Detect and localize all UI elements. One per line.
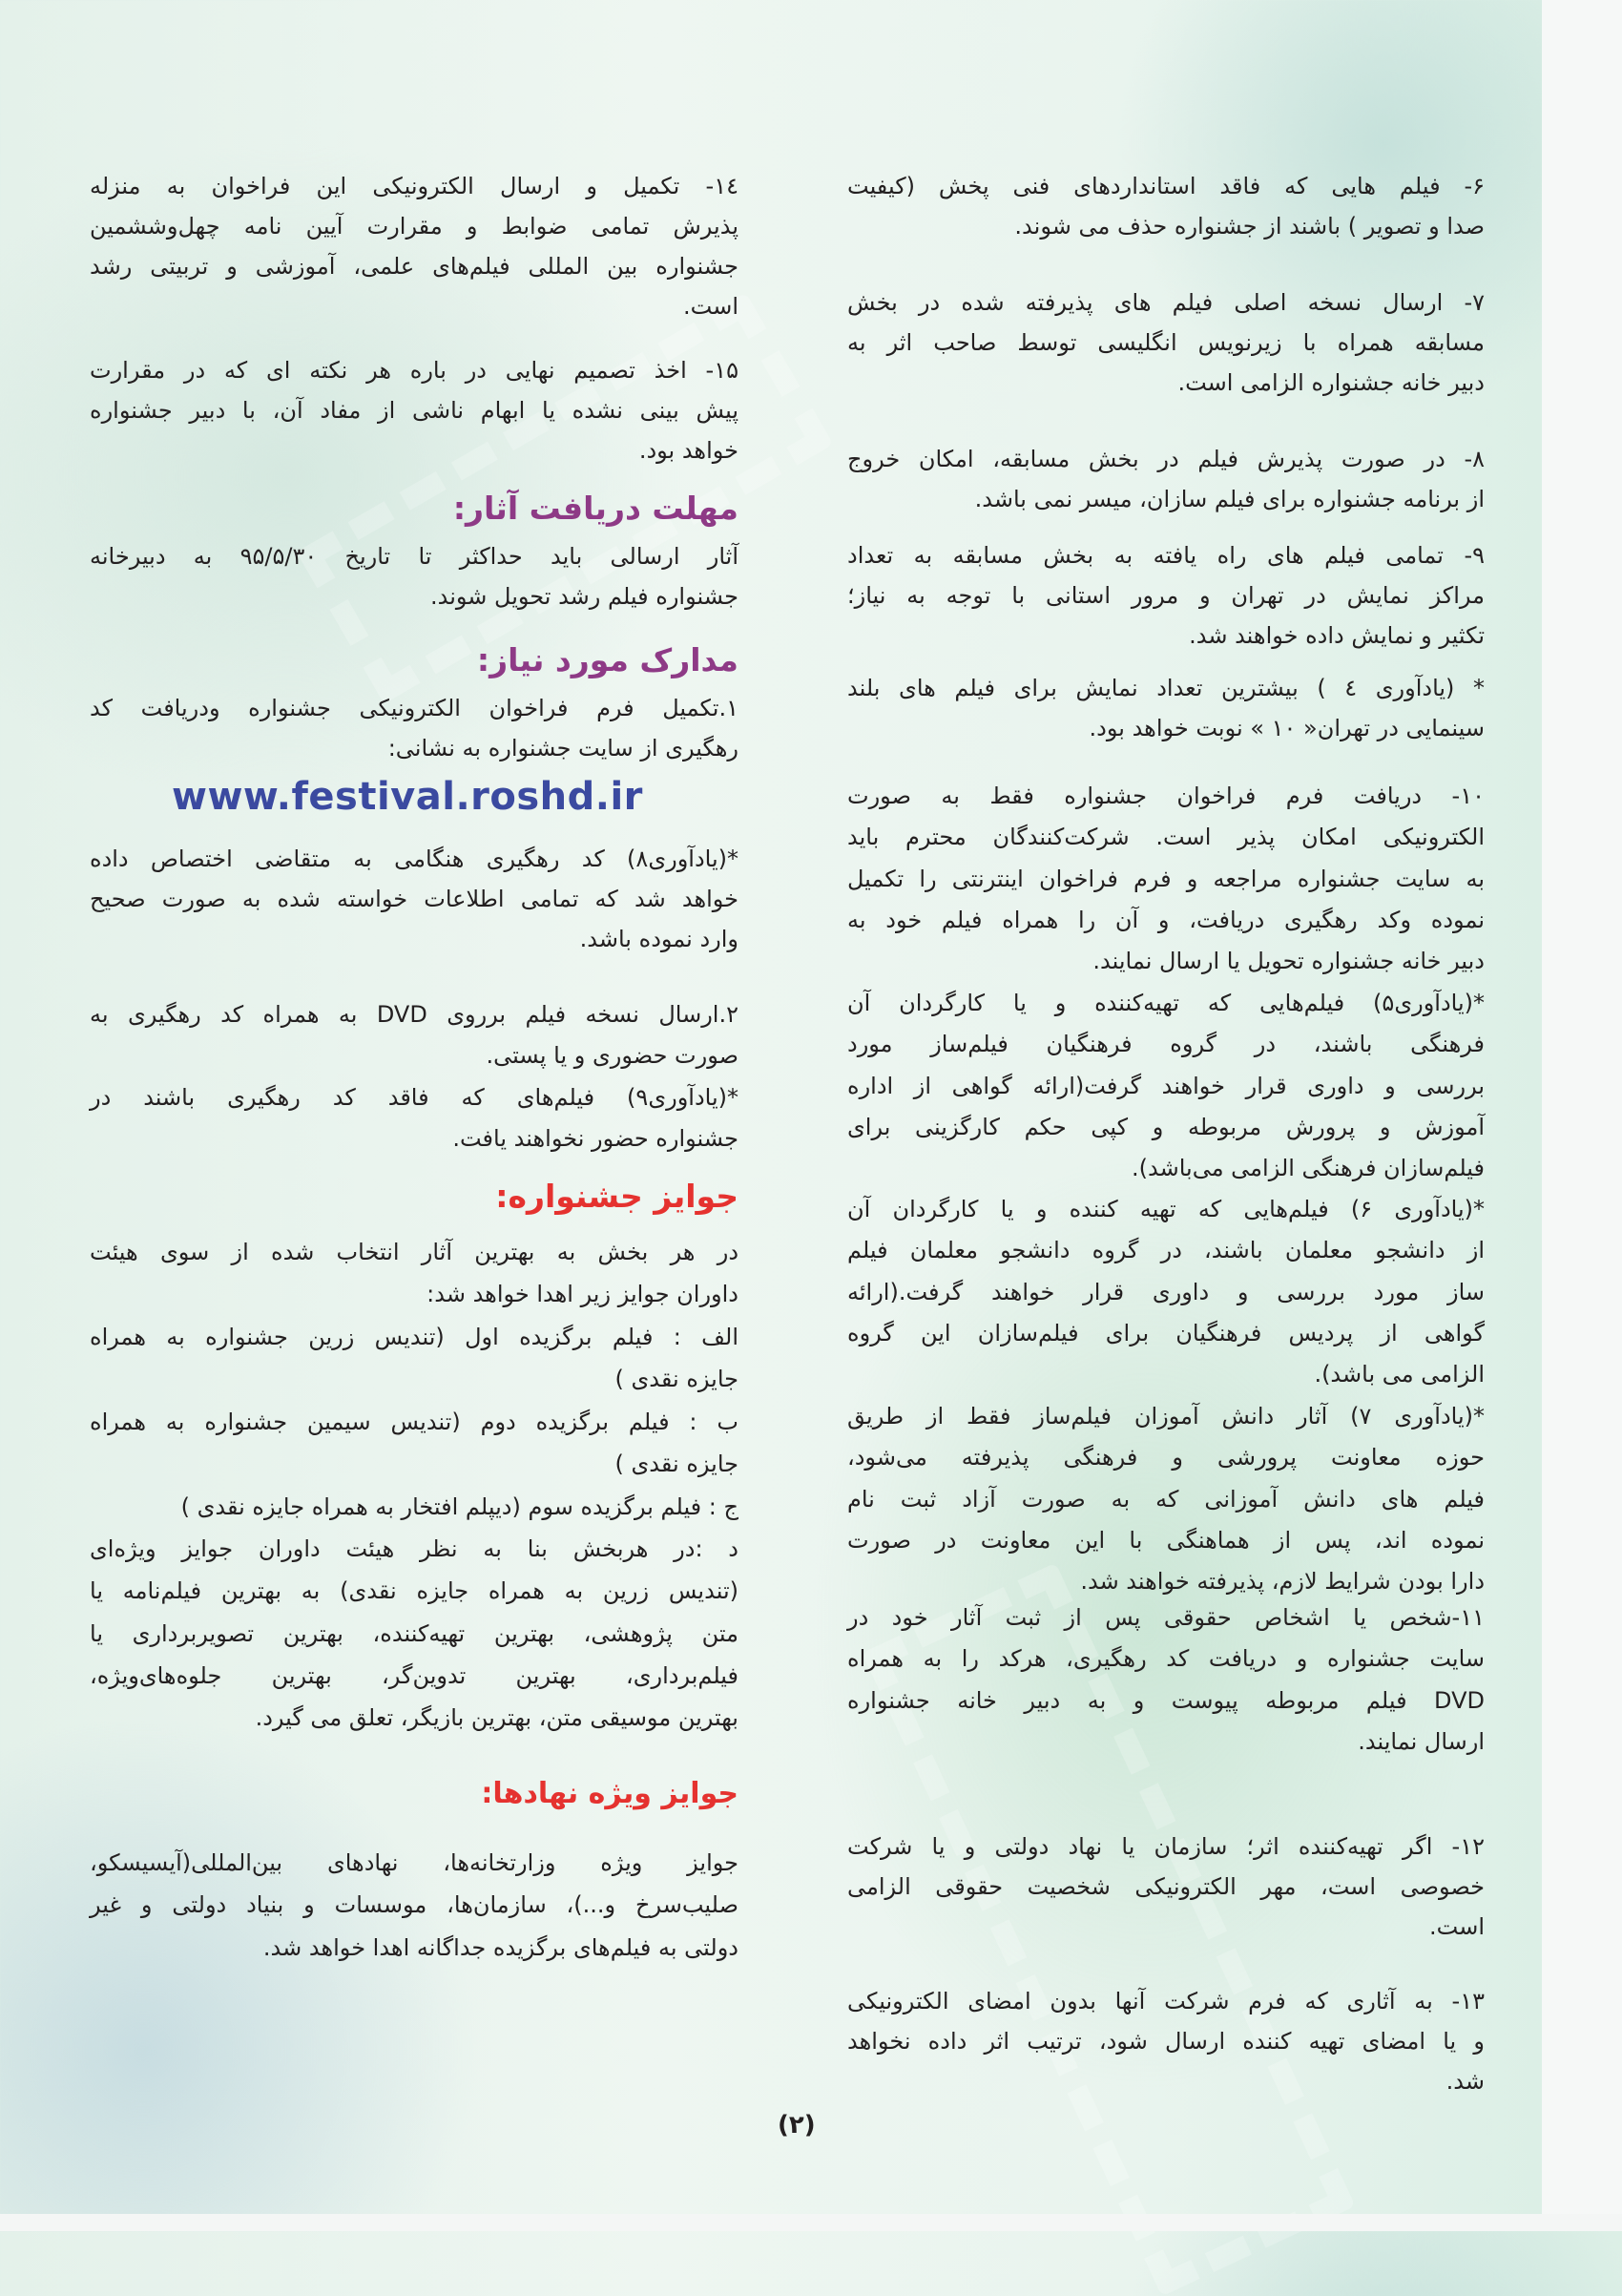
text-line: *(یادآوری ۶) فیلم‌هایی که تهیه کننده و یا کارگردان آن bbox=[847, 1196, 1485, 1222]
rule-item-11 bbox=[847, 1597, 1485, 1763]
text-line: داوران جوایز زیر اهدا خواهد شد: bbox=[426, 1281, 738, 1308]
text-line: جایزه نقدی ) bbox=[614, 1451, 738, 1478]
document-1 bbox=[90, 688, 738, 768]
text-line: صدا و تصویر ) باشند از جشنواره حذف می شوند. bbox=[1014, 213, 1485, 240]
award-b bbox=[90, 1401, 738, 1486]
text-line: نموده وکد رهگیری دریافت، و آن را همراه فیلم خود به bbox=[847, 906, 1485, 933]
text-line: پذیرش تمامی ضوابط و مقرارت آیین نامه چهل‌وششمین bbox=[90, 213, 738, 240]
text-line: جشنواره حضور نخواهند یافت. bbox=[452, 1125, 738, 1153]
text-line: الزامی می باشد). bbox=[1314, 1361, 1485, 1388]
text-line: الکترونیکی امکان پذیر است. شرکت‌کنندگان محترم باید bbox=[847, 824, 1485, 851]
text-line: فیلم‌برداری، بهترین تدوین‌گر، بهترین جلوه‌های‌ویژه، bbox=[90, 1661, 738, 1689]
text-line: در هر بخش به بهترین آثار انتخاب شده از سوی هیئت bbox=[90, 1239, 738, 1265]
text-line: از برنامه جشنواره برای فیلم سازان، میسر نمی باشد. bbox=[974, 486, 1485, 512]
award-c bbox=[90, 1486, 738, 1528]
text-line: از دانشجو معلمان باشند، در گروه دانشجو معلمان فیلم bbox=[847, 1237, 1485, 1264]
website-link[interactable]: www.festival.roshd.ir bbox=[172, 775, 643, 819]
text-line: سایت جشنواره و دریافت کد رهگیری، هرکد را به همراه bbox=[847, 1645, 1485, 1673]
reminder-6 bbox=[847, 1189, 1485, 1395]
text-line: ۱.تکمیل فرم فراخوان الکترونیکی جشنواره ودریافت کد bbox=[90, 695, 738, 721]
reminder-5 bbox=[847, 983, 1485, 1189]
text-line: مراکز نمایش در تهران و مرور استانی با توجه به نیاز؛ bbox=[847, 582, 1485, 609]
text-line: الف : فیلم برگزیده اول (تندیس زرین جشنواره به همراه bbox=[90, 1324, 738, 1350]
text-line: صورت حضوری و یا پستی. bbox=[486, 1042, 738, 1070]
text-line: ج : فیلم برگزیده سوم (دیپلم افتخار به همراه جایزه نقدی ) bbox=[180, 1493, 738, 1520]
text-line: فیلم های دانش آموزانی که به صورت آزاد ثبت نام bbox=[847, 1485, 1485, 1513]
text-line: نموده اند، پس از هماهنگی با این معاونت در صورت bbox=[847, 1526, 1485, 1554]
reminder-8 bbox=[90, 839, 738, 959]
text-line: *(یادآوری ۷) آثار دانش آموزان فیلم‌ساز فقط از طریق bbox=[847, 1403, 1485, 1430]
text-line: فرهنگی باشند، در گروه فرهنگیان فیلم‌ساز مورد bbox=[847, 1031, 1485, 1058]
text-line: ۹- تمامی فیلم های راه یافته به بخش مسابقه به تعداد bbox=[847, 542, 1485, 569]
text-line: جایزه نقدی ) bbox=[614, 1366, 738, 1393]
text-line: گواهی از پردیس فرهنگیان برای فیلم‌سازان این گروه bbox=[847, 1319, 1485, 1346]
text-line: صلیب‌سرخ و...)، سازمان‌ها، موسسات و بنیاد دولتی و غیر bbox=[90, 1891, 738, 1919]
rule-item-12 bbox=[847, 1826, 1485, 1947]
text-line: ۱۰- دریافت فرم فراخوان جشنواره فقط به صورت bbox=[847, 783, 1485, 809]
award-d bbox=[90, 1528, 738, 1739]
text-line: ۱۱-شخص یا اشخاص حقوقی پس از ثبت آثار خود در bbox=[847, 1604, 1485, 1631]
awards-heading: جوایز جشنواره: bbox=[495, 1178, 738, 1215]
special-awards-heading: جوایز ویژه نهادها: bbox=[481, 1777, 738, 1810]
reminder-4 bbox=[847, 668, 1485, 748]
text-line: *(یادآوری۸) کد رهگیری هنگامی به متقاضی اختصاص داده bbox=[90, 845, 738, 872]
text-line: رهگیری از سایت جشنواره به نشانی: bbox=[387, 735, 738, 762]
text-line: *(یادآوری۹) فیلم‌های که فاقد کد رهگیری باشند در bbox=[90, 1084, 738, 1111]
documents-heading: مدارک مورد نیاز: bbox=[476, 641, 738, 678]
rule-item-6 bbox=[847, 166, 1485, 246]
text-line: و یا امضای تهیه کننده ارسال شود، ترتیب اثر داده نخواهد bbox=[847, 2028, 1485, 2055]
awards-intro bbox=[90, 1231, 738, 1316]
text-line: دارا بودن شرایط لازم، پذیرفته خواهند شد. bbox=[1080, 1568, 1485, 1596]
text-line: ۸- در صورت پذیرش فیلم در بخش مسابقه، امکان خروج bbox=[847, 446, 1485, 472]
text-line: است. bbox=[683, 293, 738, 320]
text-line: پیش بینی نشده یا ابهام ناشی از مفاد آن، با دبیر جشنواره bbox=[90, 397, 738, 424]
text-line: ۷- ارسال نسخه اصلی فیلم های پذیرفته شده در بخش bbox=[847, 289, 1485, 316]
scan-margin bbox=[0, 2214, 1622, 2231]
document-2 bbox=[90, 994, 738, 1077]
text-line: ارسال نمایند. bbox=[1358, 1727, 1485, 1755]
rule-item-8 bbox=[847, 439, 1485, 519]
text-line: ب : فیلم برگزیده دوم (تندیس سیمین جشنواره به همراه bbox=[90, 1409, 738, 1435]
deadline-text bbox=[90, 536, 738, 616]
special-awards-text bbox=[90, 1842, 738, 1969]
text-line: * (یادآوری ٤ ) بیشترین تعداد نمایش برای فیلم های بلند bbox=[847, 675, 1485, 701]
text-line: دبیر خانه جشنواره الزامی است. bbox=[1177, 369, 1485, 396]
rule-item-15 bbox=[90, 350, 738, 470]
text-line: متن پژوهشی، بهترین تهیه‌کننده، بهترین تصویربرداری یا bbox=[90, 1619, 738, 1647]
text-line: تکثیر و نمایش داده خواهند شد. bbox=[1189, 622, 1485, 649]
text-line: خواهد بود. bbox=[638, 437, 738, 464]
text-line: (تندیس زرین به همراه جایزه نقدی) به بهترین فیلم‌نامه یا bbox=[90, 1577, 738, 1605]
text-line: *(یادآوری۵) فیلم‌هایی که تهیه‌کننده و یا کارگردان آن bbox=[847, 990, 1485, 1016]
scan-margin bbox=[1542, 0, 1622, 2231]
text-line: خواهد شد که تمامی اطلاعات خواسته شده به صورت صحیح bbox=[90, 886, 738, 912]
text-line: د :در هربخش بنا به نظر هیئت داوران جوایز ویژه‌ای bbox=[90, 1535, 738, 1562]
rule-item-9 bbox=[847, 535, 1485, 656]
text-line: وارد نموده باشد. bbox=[579, 926, 738, 952]
text-line: ۶- فیلم هایی که فاقد استانداردهای فنی پخش (کیفیت bbox=[847, 173, 1485, 199]
text-line: جشنواره بین المللی فیلم‌های علمی، آموزشی و تربیتی رشد bbox=[90, 253, 738, 280]
text-line: DVD فیلم مربوطه پیوست و به دبیر خانه جشنواره bbox=[847, 1686, 1485, 1714]
rule-item-13 bbox=[847, 1981, 1485, 2101]
text-line: است. bbox=[1429, 1913, 1485, 1940]
text-line: جوایز ویژه وزارتخانه‌ها، نهادهای بین‌المللی(آیسیسکو، bbox=[90, 1849, 738, 1876]
reminder-7 bbox=[847, 1396, 1485, 1602]
text-line: ۱۳- به آثاری که فرم شرکت آنها بدون امضای الکترونیکی bbox=[847, 1988, 1485, 2014]
award-a bbox=[90, 1316, 738, 1401]
text-line: به سایت جشنواره مراجعه و فرم فراخوان اینترنتی را تکمیل bbox=[847, 865, 1485, 892]
text-line: فیلم‌سازان فرهنگی الزامی می‌باشد). bbox=[1132, 1155, 1485, 1182]
rule-item-10 bbox=[847, 776, 1485, 982]
text-line: بررسی و داوری قرار خواهند گرفت(ارائه گواهی از اداره bbox=[847, 1072, 1485, 1099]
text-line: ١٤- تکمیل و ارسال الکترونیکی این فراخوان به منزله bbox=[90, 173, 738, 199]
text-line: سینمایی در تهران« ۱۰ » نوبت خواهد بود. bbox=[1089, 715, 1485, 741]
text-line: حوزه معاونت پرورشی و فرهنگی پذیرفته می‌شود، bbox=[847, 1444, 1485, 1472]
text-line: بهترین موسیقی متن، بهترین بازیگر، تعلق می گیرد. bbox=[255, 1704, 738, 1732]
text-line: خصوصی است، مهر الکترونیکی شخصیت حقوقی الزامی bbox=[847, 1873, 1485, 1900]
rule-item-7 bbox=[847, 282, 1485, 403]
text-line: ۱۲- اگر تهیه‌کننده اثر؛ سازمان یا نهاد دولتی و یا شرکت bbox=[847, 1833, 1485, 1860]
text-line: ساز مورد بررسی و داوری قرار خواهند گرفت.(ارائه bbox=[847, 1278, 1485, 1305]
text-line: جشنواره فیلم رشد تحویل شوند. bbox=[429, 583, 738, 610]
text-line: دولتی به فیلم‌های برگزیده جداگانه اهدا خواهد شد. bbox=[262, 1933, 738, 1961]
text-line: ۱۵- اخذ تصمیم نهایی در باره هر نکته ای که در مقرارت bbox=[90, 357, 738, 384]
reminder-9 bbox=[90, 1077, 738, 1160]
text-line: دبیر خانه جشنواره تحویل یا ارسال نمایند. bbox=[1092, 948, 1485, 975]
text-line: مسابقه همراه با زیرنویس انگلیسی توسط صاحب اثر به bbox=[847, 329, 1485, 356]
page-number: (۲) bbox=[778, 2111, 816, 2139]
text-line: ۲.ارسال نسخه فیلم برروی DVD به همراه کد رهگیری به bbox=[90, 1001, 738, 1028]
text-line: شد. bbox=[1445, 2068, 1485, 2095]
rule-item-14 bbox=[90, 166, 738, 326]
text-line: آثار ارسالی باید حداکثر تا تاریخ ۹۵/۵/۳۰ به دبیرخانه bbox=[90, 543, 738, 570]
text-line: آموزش و پرورش مربوطه و کپی حکم کارگزینی برای bbox=[847, 1113, 1485, 1140]
deadline-heading: مهلت دریافت آثار: bbox=[452, 490, 738, 527]
